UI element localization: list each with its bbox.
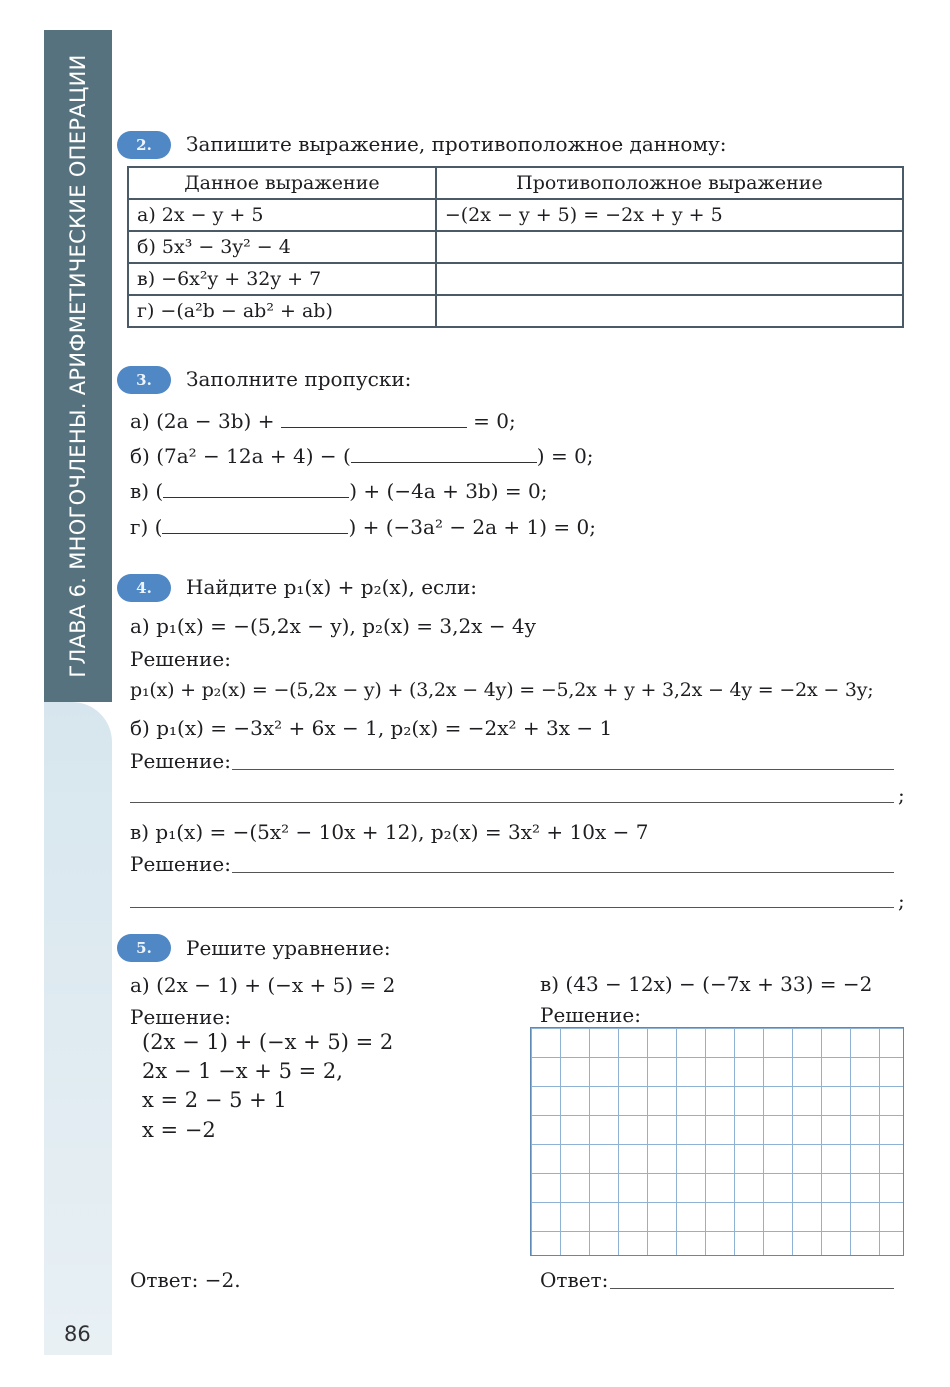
task-number-2: 2. xyxy=(117,131,171,159)
solution-step: x = −2 xyxy=(142,1118,216,1142)
opposite-expression-blank[interactable] xyxy=(436,295,903,327)
task-4v-condition: в) p₁(x) = −(5x² − 10x + 12), p₂(x) = 3x² + 10x − 7 xyxy=(130,820,649,844)
solution-label: Решение: xyxy=(540,1003,641,1027)
task-3-item-a: а) (2a − 3b) + = 0; xyxy=(130,409,516,433)
given-expression: а) 2x − y + 5 xyxy=(128,199,436,231)
column-header-opposite: Противоположное выражение xyxy=(436,167,903,199)
task-3-item-b: б) (7a² − 12a + 4) − ( ) = 0; xyxy=(130,444,594,468)
given-expression: в) −6x²y + 32y + 7 xyxy=(128,263,436,295)
answer-line[interactable] xyxy=(232,872,894,873)
answer-text: Ответ: −2. xyxy=(130,1268,241,1292)
task-5v-condition: в) (43 − 12x) − (−7x + 33) = −2 xyxy=(540,972,873,996)
grid-paper-area[interactable] xyxy=(530,1027,904,1256)
task-5-heading: Решите уравнение: xyxy=(186,936,391,960)
solution-step: x = 2 − 5 + 1 xyxy=(142,1088,287,1112)
answer-label: Ответ: xyxy=(540,1268,609,1292)
page-number: 86 xyxy=(64,1322,91,1346)
table-row xyxy=(128,199,903,231)
chapter-tab xyxy=(44,30,112,702)
task-4a-condition: а) p₁(x) = −(5,2x − y), p₂(x) = 3,2x − 4y xyxy=(130,614,536,638)
task-3-item-g: г) ( ) + (−3a² − 2a + 1) = 0; xyxy=(130,515,597,539)
line-end-semicolon: ; xyxy=(898,783,905,807)
task-number-3: 3. xyxy=(117,366,171,394)
table-row xyxy=(128,263,903,295)
table-header-row xyxy=(128,167,903,199)
answer-line[interactable] xyxy=(232,769,894,770)
expressions-table xyxy=(127,166,904,328)
answer-line[interactable] xyxy=(130,802,894,803)
table-row xyxy=(128,231,903,263)
sidebar-decoration xyxy=(44,702,112,1355)
fill-blank[interactable] xyxy=(281,427,467,428)
task-2-heading: Запишите выражение, противоположное данному: xyxy=(186,132,727,156)
fill-blank[interactable] xyxy=(163,497,349,498)
given-expression: б) 5x³ − 3y² − 4 xyxy=(128,231,436,263)
solution-label: Решение: xyxy=(130,1005,231,1029)
fill-blank[interactable] xyxy=(351,462,537,463)
answer-line[interactable] xyxy=(130,907,894,908)
table-row xyxy=(128,295,903,327)
opposite-expression: −(2x − y + 5) = −2x + y + 5 xyxy=(436,199,903,231)
solution-label: Решение: xyxy=(130,749,231,773)
task-5a-condition: а) (2x − 1) + (−x + 5) = 2 xyxy=(130,973,396,997)
solution-step: 2x − 1 −x + 5 = 2, xyxy=(142,1059,343,1083)
chapter-sidebar xyxy=(44,30,112,1355)
answer-line[interactable] xyxy=(610,1288,894,1289)
fill-blank[interactable] xyxy=(162,533,348,534)
task-number-5: 5. xyxy=(117,934,171,962)
given-expression: г) −(a²b − ab² + ab) xyxy=(128,295,436,327)
solution-label: Решение: xyxy=(130,852,231,876)
opposite-expression-blank[interactable] xyxy=(436,263,903,295)
solution-step: (2x − 1) + (−x + 5) = 2 xyxy=(142,1030,394,1054)
task-number-4: 4. xyxy=(117,574,171,602)
task-3-heading: Заполните пропуски: xyxy=(186,367,412,391)
solution-label: Решение: xyxy=(130,647,231,671)
task-4b-condition: б) p₁(x) = −3x² + 6x − 1, p₂(x) = −2x² + 3x − 1 xyxy=(130,716,613,740)
task-4a-solution: p₁(x) + p₂(x) = −(5,2x − y) + (3,2x − 4y) = −5,2x + y + 3,2x − 4y = −2x − 3y; xyxy=(130,679,874,701)
column-header-given: Данное выражение xyxy=(128,167,436,199)
chapter-title: ГЛАВА 6. МНОГОЧЛЕНЫ. АРИФМЕТИЧЕСКИЕ ОПЕРАЦИИ xyxy=(66,54,90,678)
opposite-expression-blank[interactable] xyxy=(436,231,903,263)
task-3-item-v: в) ( ) + (−4a + 3b) = 0; xyxy=(130,479,548,503)
line-end-semicolon: ; xyxy=(898,889,905,913)
task-4-heading: Найдите p₁(x) + p₂(x), если: xyxy=(186,575,478,599)
